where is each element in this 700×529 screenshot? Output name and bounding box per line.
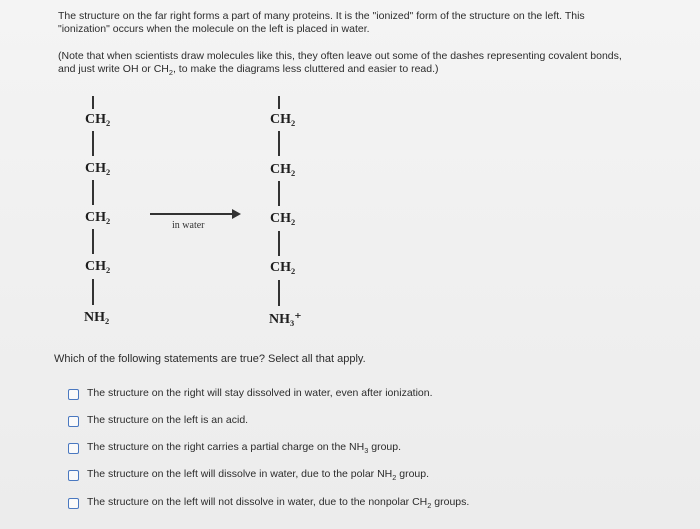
option-4-checkbox[interactable] bbox=[68, 470, 79, 481]
bond-left-4 bbox=[92, 279, 94, 305]
arrow-label: in water bbox=[172, 220, 205, 231]
option-3-label: The structure on the right carries a partial charge on the $NH_3$ group. bbox=[87, 440, 402, 456]
left-group-2: CH₂ bbox=[85, 161, 111, 176]
option-4[interactable] bbox=[68, 467, 429, 483]
right-group-3: CH₂ bbox=[270, 211, 296, 226]
option-3[interactable] bbox=[68, 440, 401, 456]
left-group-3: CH₂ bbox=[85, 210, 111, 225]
left-group-4: CH₂ bbox=[85, 259, 111, 274]
right-group-1: CH₂ bbox=[270, 112, 296, 127]
bond-left-1 bbox=[92, 131, 94, 156]
bond-right-top bbox=[278, 96, 280, 109]
intro-text bbox=[58, 10, 668, 36]
question-prompt: Which of the following statements are true? Select all that apply. bbox=[54, 353, 366, 365]
bond-right-1 bbox=[278, 131, 280, 156]
option-4-label: The structure on the left will dissolve in water, due to the polar $NH_2$ group. bbox=[87, 467, 430, 483]
option-2-label: The structure on the left is an acid. bbox=[87, 413, 249, 426]
note-text bbox=[58, 50, 678, 79]
option-2[interactable] bbox=[68, 413, 248, 429]
note-line-2: and just write OH or $CH_2$, to make the diagrams less cluttered and easier to read.) bbox=[58, 63, 439, 78]
note-line-1: (Note that when scientists draw molecules like this, they often leave out some of the dashes representing covalent bonds, bbox=[58, 50, 622, 62]
option-5-label: The structure on the left will not dissolve in water, due to the nonpolar $CH_2$ groups. bbox=[87, 495, 470, 511]
bond-left-2 bbox=[92, 180, 94, 205]
option-5[interactable] bbox=[68, 495, 469, 511]
right-group-5: NH₃⁺ bbox=[269, 312, 302, 327]
option-1-label: The structure on the right will stay dissolved in water, even after ionization. bbox=[87, 386, 433, 399]
reaction-arrow-line bbox=[150, 213, 234, 215]
option-3-checkbox[interactable] bbox=[68, 443, 79, 454]
intro-line-2: "ionization" occurs when the molecule on the left is placed in water. bbox=[58, 23, 370, 35]
option-1-checkbox[interactable] bbox=[68, 389, 79, 400]
option-2-checkbox[interactable] bbox=[68, 416, 79, 427]
option-5-checkbox[interactable] bbox=[68, 498, 79, 509]
reaction-arrow-head bbox=[232, 209, 241, 219]
right-group-2: CH₂ bbox=[270, 162, 296, 177]
bond-right-4 bbox=[278, 280, 280, 306]
bond-left-3 bbox=[92, 229, 94, 254]
bond-right-2 bbox=[278, 181, 280, 206]
option-1[interactable] bbox=[68, 386, 433, 402]
bond-right-3 bbox=[278, 231, 280, 256]
intro-line-1: The structure on the far right forms a part of many proteins. It is the "ionized" form of the structure on the left. This bbox=[58, 10, 585, 22]
left-group-5: NH₂ bbox=[84, 310, 110, 325]
bond-left-top bbox=[92, 96, 94, 109]
right-group-4: CH₂ bbox=[270, 260, 296, 275]
left-group-1: CH₂ bbox=[85, 112, 111, 127]
